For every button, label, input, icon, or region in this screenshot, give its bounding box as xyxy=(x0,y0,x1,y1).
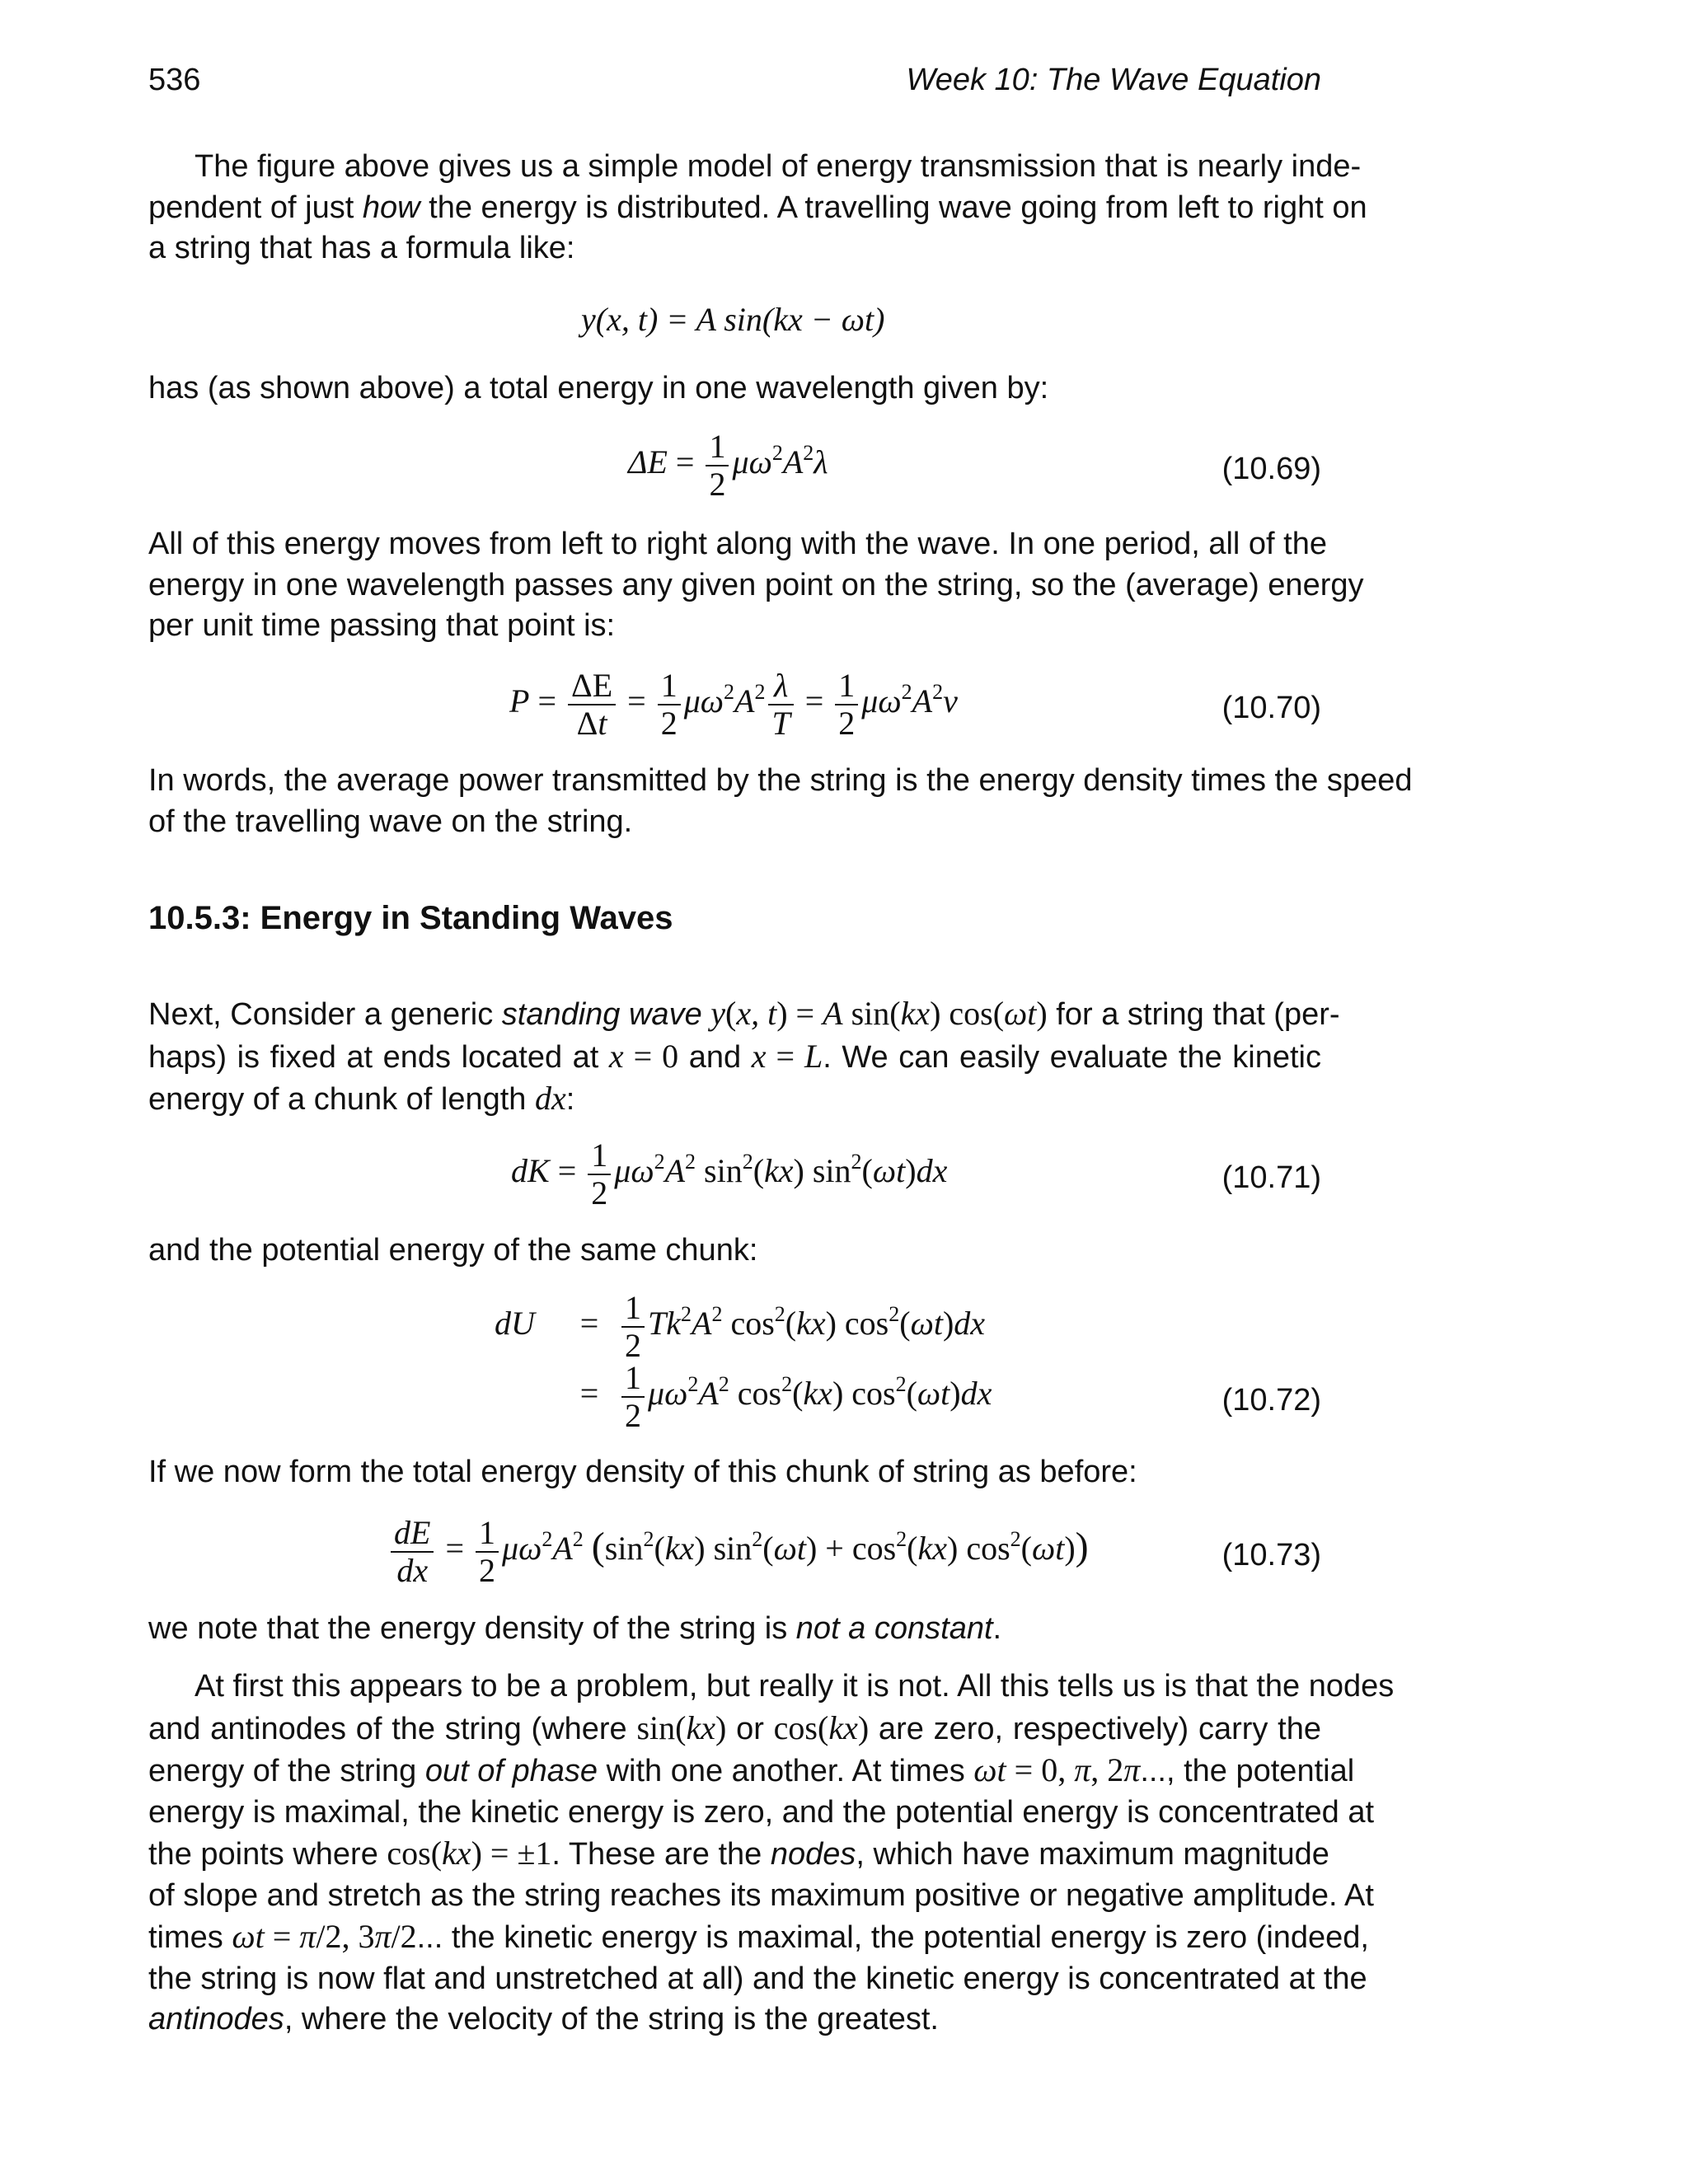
text-span: , which have maximum magnitude xyxy=(856,1837,1329,1872)
equation-number-10-72: (10.72) xyxy=(1221,1383,1321,1418)
text-line: In words, the average power transmitted by the string is the energy density times the speed xyxy=(148,763,1413,798)
text-span: and antinodes of the string (where xyxy=(148,1711,637,1746)
section-heading: 10.5.3: Energy in Standing Waves xyxy=(148,900,673,936)
text-span: for a string that (per- xyxy=(1047,997,1340,1032)
text-line: haps) is fixed at ends located at x = 0 and x = L. We can easily evaluate the kinetic xyxy=(148,1037,1321,1075)
running-header: Week 10: The Wave Equation xyxy=(906,63,1321,97)
text-span: with one another. At times xyxy=(598,1754,974,1788)
paragraph-intro xyxy=(148,147,1367,269)
equation-number-10-70: (10.70) xyxy=(1221,691,1321,725)
text-span: pendent of just xyxy=(148,190,363,225)
paragraph-total-energy-density xyxy=(148,1452,1321,1493)
text-span: we note that the energy density of the string is xyxy=(148,1611,796,1646)
text-line: times ωt = π/2, 3π/2... the kinetic energy is maximal, the potential energy is zero (indeed, xyxy=(148,1918,1369,1955)
paragraph-nodes-antinodes xyxy=(148,1666,1395,2041)
paragraph-energy-moves xyxy=(148,524,1364,647)
paragraph-standing-wave xyxy=(148,993,1340,1121)
emphasis-out-of-phase: out of phase xyxy=(424,1754,598,1788)
equation-10-70: P = $\frac{\Delta E}{\Delta t}$ = $\frac{1}{2}$ $\mu\omega^2A^2$ $\frac{\lambda}{T}$ = $\frac{1}{2}$ $\mu\omega^2A^2v$ xyxy=(509,667,958,742)
text-line: At first this appears to be a problem, but really it is not. All this tells us is that the nodes xyxy=(195,1669,1395,1704)
text-span: . We can easily evaluate the kinetic xyxy=(823,1039,1321,1075)
equation-wave: y(x, t) = A sin(kx − ωt) xyxy=(581,301,885,338)
text-line: the points where cos(kx) = ±1. These are the nodes, which have maximum magnitude xyxy=(148,1835,1329,1872)
text-span: ... the kinetic energy is maximal, the potential energy is zero (indeed, xyxy=(416,1920,1369,1955)
text-line: and antinodes of the string (where sin(kx) or cos(kx) are zero, respectively) carry the xyxy=(148,1708,1322,1746)
text-span: . xyxy=(992,1611,1002,1646)
equation-number-10-71: (10.71) xyxy=(1221,1160,1321,1195)
paragraph-energy-wavelength xyxy=(148,368,1321,410)
text-line: the string is now flat and unstretched at all) and the kinetic energy is concentrated at the xyxy=(148,1961,1367,1996)
text-span: : xyxy=(565,1082,575,1117)
equation-10-69: ΔE = $\frac{1}{2}$ $\mu\omega^2A^2\lambda$ xyxy=(628,428,828,503)
emphasis-standing-wave: standing wave xyxy=(501,997,702,1032)
text-span: Next, Consider a generic xyxy=(148,997,502,1032)
text-span: ..., the potential xyxy=(1140,1754,1355,1788)
text-line xyxy=(148,1999,1321,2041)
emphasis-nodes: nodes xyxy=(770,1837,856,1872)
text-line: energy of the string out of phase with one another. At times ωt = 0, π, 2π..., the potential xyxy=(148,1751,1355,1788)
text-line: energy of a chunk of length dx: xyxy=(148,1080,575,1117)
text-span: energy of the string xyxy=(148,1754,425,1788)
text-span: or xyxy=(726,1711,774,1746)
text-span: energy of a chunk of length xyxy=(148,1082,535,1117)
text-span: and xyxy=(678,1039,752,1075)
equation-10-71: dK = $\frac{1}{2}$ $\mu\omega^2A^2$ $\sin^2(kx)$ $\sin^2(\omega t)dx$ xyxy=(511,1137,948,1212)
emphasis-not-constant: not a constant xyxy=(795,1611,993,1646)
text-line: The figure above gives us a simple model of energy transmission that is nearly inde- xyxy=(195,149,1362,184)
emphasis-antinodes: antinodes xyxy=(148,2002,284,2036)
text-line: of slope and stretch as the string reaches its maximum positive or negative amplitude. At xyxy=(148,1877,1374,1913)
text-span: the energy is distributed. A travelling wave going from left to right on xyxy=(420,190,1367,225)
equation-number-10-69: (10.69) xyxy=(1221,452,1321,486)
text-line: energy is maximal, the kinetic energy is zero, and the potential energy is concentrated at xyxy=(148,1794,1375,1830)
text-line: All of this energy moves from left to right along with the wave. In one period, all of the xyxy=(148,527,1327,561)
text-span: . These are the xyxy=(551,1837,771,1872)
paragraph-not-constant xyxy=(148,1609,1321,1650)
equation-10-73: $\frac{dE}{dx}$ = $\frac{1}{2}$ $\mu\omega^2A^2$ ($\sin^2(kx) \sin^2(\omega t) + \cos^2(kx)$ $\cos^2(\omega t)$) xyxy=(387,1515,1089,1589)
text-line: has (as shown above) a total energy in one wavelength given by: xyxy=(148,371,1049,405)
page-number: 536 xyxy=(148,63,201,97)
text-line: a string that has a formula like: xyxy=(148,231,575,265)
equation-10-72-line1: dU = $\frac{1}{2}$ $Tk^2A^2$ $\cos^2(kx)$ $\cos^2(\omega t)dx$ xyxy=(495,1289,986,1364)
text-line xyxy=(148,1609,1321,1650)
text-line: energy in one wavelength passes any given point on the string, so the (average) energy xyxy=(148,567,1364,602)
equation-number-10-73: (10.73) xyxy=(1221,1538,1321,1572)
text-line: Next, Consider a generic standing wave y(x, t) = A sin(kx) cos(ωt) for a string that (per- xyxy=(148,995,1340,1032)
equation-10-72-line2: = $\frac{1}{2}$ $\mu\omega^2A^2$ $\cos^2(kx)$ $\cos^2(\omega t)dx$ xyxy=(579,1359,992,1434)
paragraph-potential-energy xyxy=(148,1230,1321,1272)
text-line: and the potential energy of the same chunk: xyxy=(148,1233,758,1268)
text-line: of the travelling wave on the string. xyxy=(148,804,633,839)
emphasis-how: how xyxy=(362,190,420,225)
text-span: times xyxy=(148,1920,232,1955)
text-span: are zero, respectively) carry the xyxy=(869,1711,1322,1746)
text-line: per unit time passing that point is: xyxy=(148,608,616,643)
text-line: If we now form the total energy density of this chunk of string as before: xyxy=(148,1455,1137,1489)
text-span: haps) is fixed at ends located at xyxy=(148,1039,609,1075)
paragraph-in-words xyxy=(148,761,1413,842)
text-span: the points where xyxy=(148,1837,387,1872)
text-span: , where the velocity of the string is the greatest. xyxy=(284,2002,939,2036)
text-line xyxy=(148,188,1367,229)
